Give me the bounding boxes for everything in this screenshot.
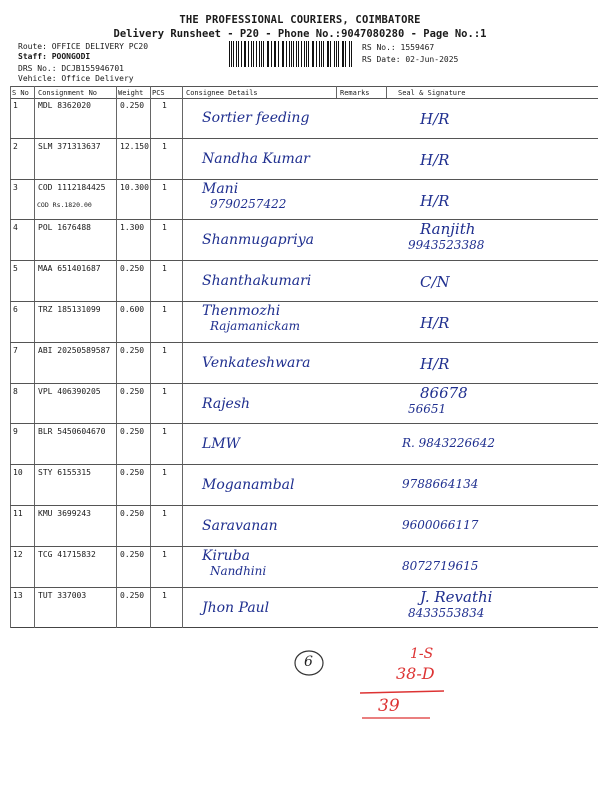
barcode-bar [330,41,331,67]
row-weight: 1.300 [120,223,145,233]
row-pcs: 1 [162,468,167,478]
row-weight: 0.600 [120,305,145,314]
row-consignee-name: Shanmugapriya [202,232,314,249]
barcode-bar [298,41,299,67]
barcode-bar [342,41,343,67]
row-consignee-line-2: 9790257422 [210,196,287,211]
tally-underline [358,688,448,698]
header-seal: Seal & Signature [398,89,466,97]
row-pcs: 1 [162,141,167,151]
header-pcs: PCS [152,89,165,97]
row-consignee-name: Sortier feeding [202,110,310,126]
tally-line-2: 38-D [396,664,435,683]
row-seal-signature: 9600066117 [402,518,479,532]
row-seal-signature: H/R [420,110,450,128]
row-sno: 9 [13,427,18,437]
header-sno: S No [12,89,29,97]
row-weight: 0.250 [120,345,145,355]
barcode-bar [308,41,309,67]
table-row [10,506,598,547]
barcode-bar [291,41,292,67]
row-seal-signature: H/R [420,191,450,210]
barcode-bar [248,41,249,67]
row-seal-signature: 86678 [420,383,468,402]
row-consignment-no: COD 1112184425 [38,182,106,192]
row-seal-signature: H/R [420,314,450,332]
row-seal-line-2: 9943523388 [408,238,485,253]
row-pcs: 1 [162,223,167,233]
table-row [10,302,598,343]
row-weight: 0.250 [120,264,145,274]
barcode-bar [301,41,302,67]
row-weight: 0.250 [120,509,145,518]
rs-number-label: RS No.: 1559467 [362,43,435,52]
barcode-bar [263,41,264,67]
table-row [10,588,598,629]
row-consignee-name: Rajesh [202,395,251,412]
row-consignee-name: Thenmozhi [202,303,281,319]
row-seal-signature: H/R [420,150,450,169]
row-consignment-no: KMU 3699243 [38,509,91,518]
barcode-bar [336,41,337,67]
row-consignee-line-2: Rajamanickam [210,319,300,333]
table-row [10,261,598,302]
row-weight: 0.250 [120,549,145,559]
row-seal-line-2: 8433553834 [408,605,485,620]
row-pcs: 1 [162,264,167,274]
row-consignment-no: TCG 41715832 [38,549,96,559]
barcode-bar [275,41,276,67]
row-sno: 8 [13,386,18,396]
barcode [229,41,353,67]
row-sno: 5 [13,264,18,274]
row-weight: 0.250 [120,590,145,600]
row-sno: 1 [13,101,18,110]
row-pcs: 1 [162,182,167,192]
row-weight: 0.250 [120,386,145,396]
drs-number-label: DRS No.: DCJB155946701 [18,64,124,73]
barcode-bar [313,41,314,67]
document-title: THE PROFESSIONAL COURIERS, COIMBATORE [179,14,421,26]
row-seal-signature: J. Revathi [420,587,493,606]
barcode-bar [349,41,350,67]
header-consignment: Consignment No [38,89,98,97]
row-pcs: 1 [162,345,167,355]
vehicle-label: Vehicle: Office Delivery [18,74,134,83]
row-pcs: 1 [162,386,167,396]
row-sno: 10 [13,468,23,478]
barcode-bar [323,41,324,67]
row-consignment-no: MDL 8362020 [38,101,91,110]
barcode-bar [278,41,279,67]
row-consignment-no: MAA 651401687 [38,264,101,274]
table-row [10,98,598,139]
row-consignee-name: Kiruba [202,547,250,564]
row-seal-signature: 8072719615 [402,558,479,573]
row-seal-signature: H/R [420,354,450,373]
circled-count: 6 [304,654,313,670]
table-row [10,180,598,221]
barcode-bar [236,41,237,67]
document-subtitle: Delivery Runsheet - P20 - Phone No.:9047080280 - Page No.:1 [113,28,487,40]
row-consignment-no: BLR 5450604670 [38,427,106,437]
row-consignee-name: Venkateshwara [202,354,311,371]
tally-line-1: 1-S [410,646,434,662]
row-seal-signature: Ranjith [420,220,476,239]
row-consignee-name: Saravanan [202,518,278,534]
total-underline [360,714,440,722]
row-consignment-no: TRZ 185131099 [38,305,101,314]
staff-label: Staff: POONGODI [18,52,91,61]
row-pcs: 1 [162,549,167,559]
row-weight: 0.250 [120,427,145,437]
row-pcs: 1 [162,101,167,110]
table-row [10,424,598,465]
row-seal-line-2: 56651 [408,401,447,416]
table-row [10,547,598,588]
row-weight: 0.250 [120,468,145,478]
barcode-bar [316,41,317,67]
row-consignee-name: Mani [202,180,239,197]
tally-total: 39 [378,696,400,716]
row-consignee-line-2: Nandhini [210,563,267,578]
row-sno: 11 [13,509,23,518]
row-consignee-name: Shanthakumari [202,273,312,290]
row-weight: 0.250 [120,101,145,110]
table-row [10,220,598,261]
row-consignment-no: VPL 406390205 [38,386,101,396]
row-pcs: 1 [162,509,167,518]
barcode-bar [229,41,230,67]
row-pcs: 1 [162,427,167,437]
row-seal-signature: C/N [420,273,450,292]
table-row [10,465,598,506]
barcode-bar [268,41,269,67]
row-consignment-no: ABI 20250589587 [38,345,111,355]
row-cod-amount: COD Rs.1820.00 [37,200,92,209]
table-row [10,343,598,384]
row-pcs: 1 [162,305,167,314]
row-sno: 7 [13,345,18,355]
table-row [10,384,598,425]
row-weight: 10.300 [120,182,149,192]
row-consignment-no: STY 6155315 [38,468,91,478]
row-consignee-name: LMW [202,436,241,453]
row-consignee-name: Moganambal [202,477,295,494]
row-sno: 4 [13,223,18,233]
barcode-bar [241,41,242,67]
barcode-bar [283,41,284,67]
header-weight: Weight [118,89,144,97]
row-consignment-no: TUT 337003 [38,590,87,600]
table-row [10,139,598,180]
barcode-bar [259,41,260,67]
row-weight: 12.150 [120,141,149,151]
row-consignee-name: Nandha Kumar [202,150,310,167]
row-sno: 6 [13,305,18,314]
row-seal-signature: R. 9843226642 [402,436,496,451]
row-sno: 13 [13,590,23,600]
row-pcs: 1 [162,590,167,600]
row-consignment-no: SLM 371313637 [38,141,101,151]
route-label: Route: OFFICE DELIVERY PC20 [18,42,149,51]
row-sno: 2 [13,141,18,151]
barcode-bar [251,41,252,67]
row-consignee-name: Jhon Paul [202,599,270,616]
row-seal-signature: 9788664134 [402,477,479,492]
runsheet-table [10,86,598,628]
rs-date-label: RS Date: 02-Jun-2025 [362,55,459,64]
header-remarks: Remarks [340,89,370,97]
row-consignment-no: POL 1676488 [38,223,91,233]
header-consignee: Consignee Details [186,89,258,97]
row-sno: 3 [13,182,18,192]
row-sno: 12 [13,549,23,559]
